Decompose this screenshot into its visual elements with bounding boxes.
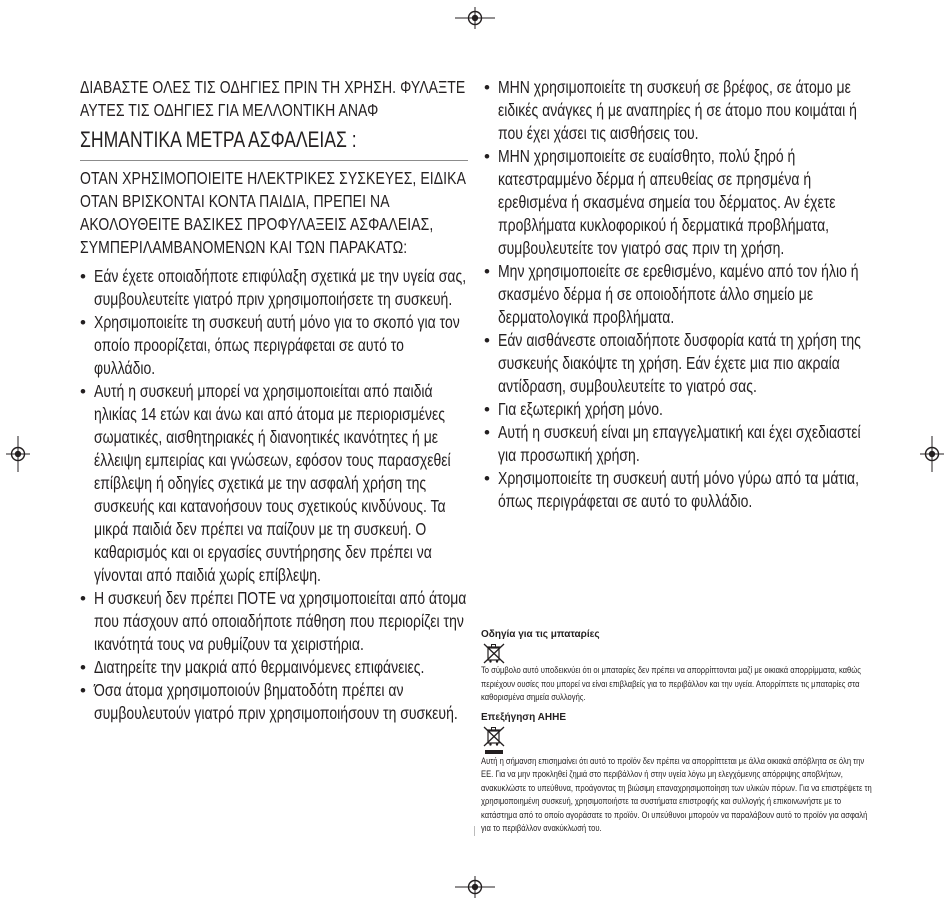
battery-note-body	[481, 641, 876, 705]
left-safety-list	[80, 265, 468, 725]
registration-mark-icon-top	[455, 7, 495, 29]
list-item: • Η συσκευή δεν πρέπει ΠΟΤΕ να χρησιμοποιείται από άτομα που πάσχουν από οποιαδήποτε πάθηση που περιορίζει την ικανότητά τους να ρυθμίζουν τα χειριστήρια.	[80, 588, 467, 654]
list-item: • Εάν αισθάνεστε οποιαδήποτε δυσφορία κατά τη χρήση της συσκευής διακόψτε τη χρήση. Εάν έχετε μια πιο ακραία αντίδραση, συμβουλευτείτε το γιατρό σας.	[484, 330, 861, 396]
list-item: • Αυτή η συσκευή είναι μη επαγγελματική και έχει σχεδιαστεί για προσωπική χρήση.	[484, 422, 861, 465]
crossed-out-bin-icon	[483, 642, 505, 664]
list-item: • Εάν έχετε οποιαδήποτε επιφύλαξη σχετικά με την υγεία σας, συμβουλευτείτε γιατρό πριν χρησιμοποιήσετε τη συσκευή.	[80, 266, 467, 309]
list-item: • Χρησιμοποιείτε τη συσκευή αυτή μόνο γύρω από τα μάτια, όπως περιγράφεται σε αυτό το φυλλάδιο.	[484, 468, 860, 511]
safety-heading-text: ΣΗΜΑΝΤΙΚΑ ΜΕΤΡΑ ΑΣΦΑΛΕΙΑΣ :	[80, 127, 357, 152]
battery-note-text: Το σύμβολο αυτό υποδεικνύει ότι οι μπαταρίες δεν πρέπει να απορρίπτονται μαζί με οικιακά απορρίμματα, καθώς περιέχουν ουσίες που μπορεί να είναι επιβλαβείς για το περιβάλλον και την υγεία. Απορρίπτετε τις μπαταρίες στα καθορισμένα σημεία συλλογής.	[481, 665, 861, 703]
list-item: • ΜΗΝ χρησιμοποιείτε τη συσκευή σε βρέφος, σε άτομο με ειδικές ανάγκες ή με αναπηρίες ή σε άτομο που κοιμάται ή που έχει χάσει τις αισθήσεις του.	[484, 77, 857, 143]
registration-mark-icon-right	[920, 436, 944, 472]
list-item: • Χρησιμοποιείτε τη συσκευή αυτή μόνο για το σκοπό για τον οποίο προορίζεται, όπως περιγράφεται σε αυτό το φυλλάδιο.	[80, 312, 460, 378]
list-item: • Για εξωτερική χρήση μόνο.	[484, 399, 663, 419]
right-column	[484, 76, 876, 513]
precautions-notice	[80, 167, 468, 259]
read-instructions-notice	[80, 76, 468, 122]
battery-note	[481, 628, 876, 705]
precautions-text: ΟΤΑΝ ΧΡΗΣΙΜΟΠΟΙΕΙΤΕ ΗΛΕΚΤΡΙΚΕΣ ΣΥΣΚΕΥΕΣ, ΕΙΔΙΚΑ ΟΤΑΝ ΒΡΙΣΚΟΝΤΑΙ ΚΟΝΤΑ ΠΑΙΔΙΑ, ΠΡΕΠΕΙ ΝΑ ΑΚΟΛΟΥΘΕΙΤΕ ΒΑΣΙΚΕΣ ΠΡΟΦΥΛΑΞΕΙΣ ΑΣΦΑΛΕΙΑΣ, ΣΥΜΠΕΡΙΛΑΜΒΑΝΟΜΕΝΩΝ ΚΑΙ ΤΩΝ ΠΑΡΑΚΑΤΩ:	[80, 168, 466, 257]
weee-note-body	[481, 724, 876, 836]
weee-note-title: Επεξήγηση ΑΗΗΕ	[481, 711, 566, 723]
registration-mark-icon-bottom	[455, 876, 495, 898]
registration-mark-icon-left	[6, 436, 30, 472]
list-item: • Διατηρείτε την μακριά από θερμαινόμενες επιφάνειες.	[80, 657, 425, 677]
read-instructions-text: ΔΙΑΒΑΣΤΕ ΟΛΕΣ ΤΙΣ ΟΔΗΓΙΕΣ ΠΡΙΝ ΤΗ ΧΡΗΣΗ. ΦΥΛΑΞΤΕ ΑΥΤΕΣ ΤΙΣ ΟΔΗΓΙΕΣ ΓΙΑ ΜΕΛΛΟΝΤΙΚΗ ΑΝΑΦ	[80, 77, 466, 120]
center-fold-mark	[474, 826, 475, 836]
left-column	[80, 76, 468, 725]
right-safety-list	[484, 76, 876, 513]
safety-heading	[80, 126, 468, 161]
weee-note	[481, 711, 876, 836]
list-item: • Όσα άτομα χρησιμοποιούν βηματοδότη πρέπει αν συμβουλευτούν γιατρό πριν χρησιμοποιήσουν τη συσκευή.	[80, 680, 458, 723]
weee-bin-icon	[483, 725, 505, 755]
battery-note-title: Οδηγία για τις μπαταρίες	[481, 629, 600, 640]
list-item: • Μην χρησιμοποιείτε σε ερεθισμένο, καμένο από τον ήλιο ή σκασμένο δέρμα ή σε οποιοδήποτε άλλο σημείο με δερματολογικά προβλήματα.	[484, 261, 859, 327]
list-item: • Αυτή η συσκευή μπορεί να χρησιμοποιείται από παιδιά ηλικίας 14 ετών και άνω και από άτομα με περιορισμένες σωματικές, αισθητηριακές ή διανοητικές ικανότητες ή με έλλειψη εμπειρίας και γνώσεων, εφόσον τους παρασχεθεί επίβλεψη ή οδηγίες σχετικά με την ασφαλή χρήση της συσκευής και κατανοήσουν τους σχετικούς κινδύνους. Τα μικρά παιδιά δεν πρέπει να παίζουν με τη συσκευή. Ο καθαρισμός και οι εργασίες συντήρησης δεν πρέπει να γίνονται από παιδιά χωρίς επίβλεψη.	[80, 381, 451, 585]
weee-note-text: Αυτή η σήμανση επισημαίνει ότι αυτό το προϊόν δεν πρέπει να απορρίπτεται με άλλα οικιακά απόβλητα σε όλη την ΕΕ. Για να μην προκληθεί ζημιά στο περιβάλλον ή στην υγεία λόγω μη ελεγχόμενης απόρριψης αποβλήτων, ανακυκλώστε το υπεύθυνα, προάγοντας τη βιώσιμη επαναχρησιμοποίηση των υλικών πόρων. Για να επιστρέψετε τη χρησιμοποιημένη συσκευή, χρησιμοποιήστε τα συστήματα επιστροφής και συλλογής ή επικοινωνήστε με το κατάστημα από το οποίο αγοράσατε το προϊόν. Οι υπεύθυνοι μπορούν να παραλάβουν αυτό το προϊόν για ασφαλή για το περιβάλλον ανακύκλωσή του.	[481, 755, 872, 834]
list-item: • ΜΗΝ χρησιμοποιείτε σε ευαίσθητο, πολύ ξηρό ή κατεστραμμένο δέρμα ή απευθείας σε πρησμένα ή ερεθισμένα ή σκασμένα σημεία του δέρματος. Αν έχετε προβλήματα κυκλοφορικού ή δερματικά προβλήματα, συμβουλευτείτε τον γιατρό σας πριν τη χρήση.	[484, 146, 836, 258]
disposal-notes	[481, 628, 876, 836]
